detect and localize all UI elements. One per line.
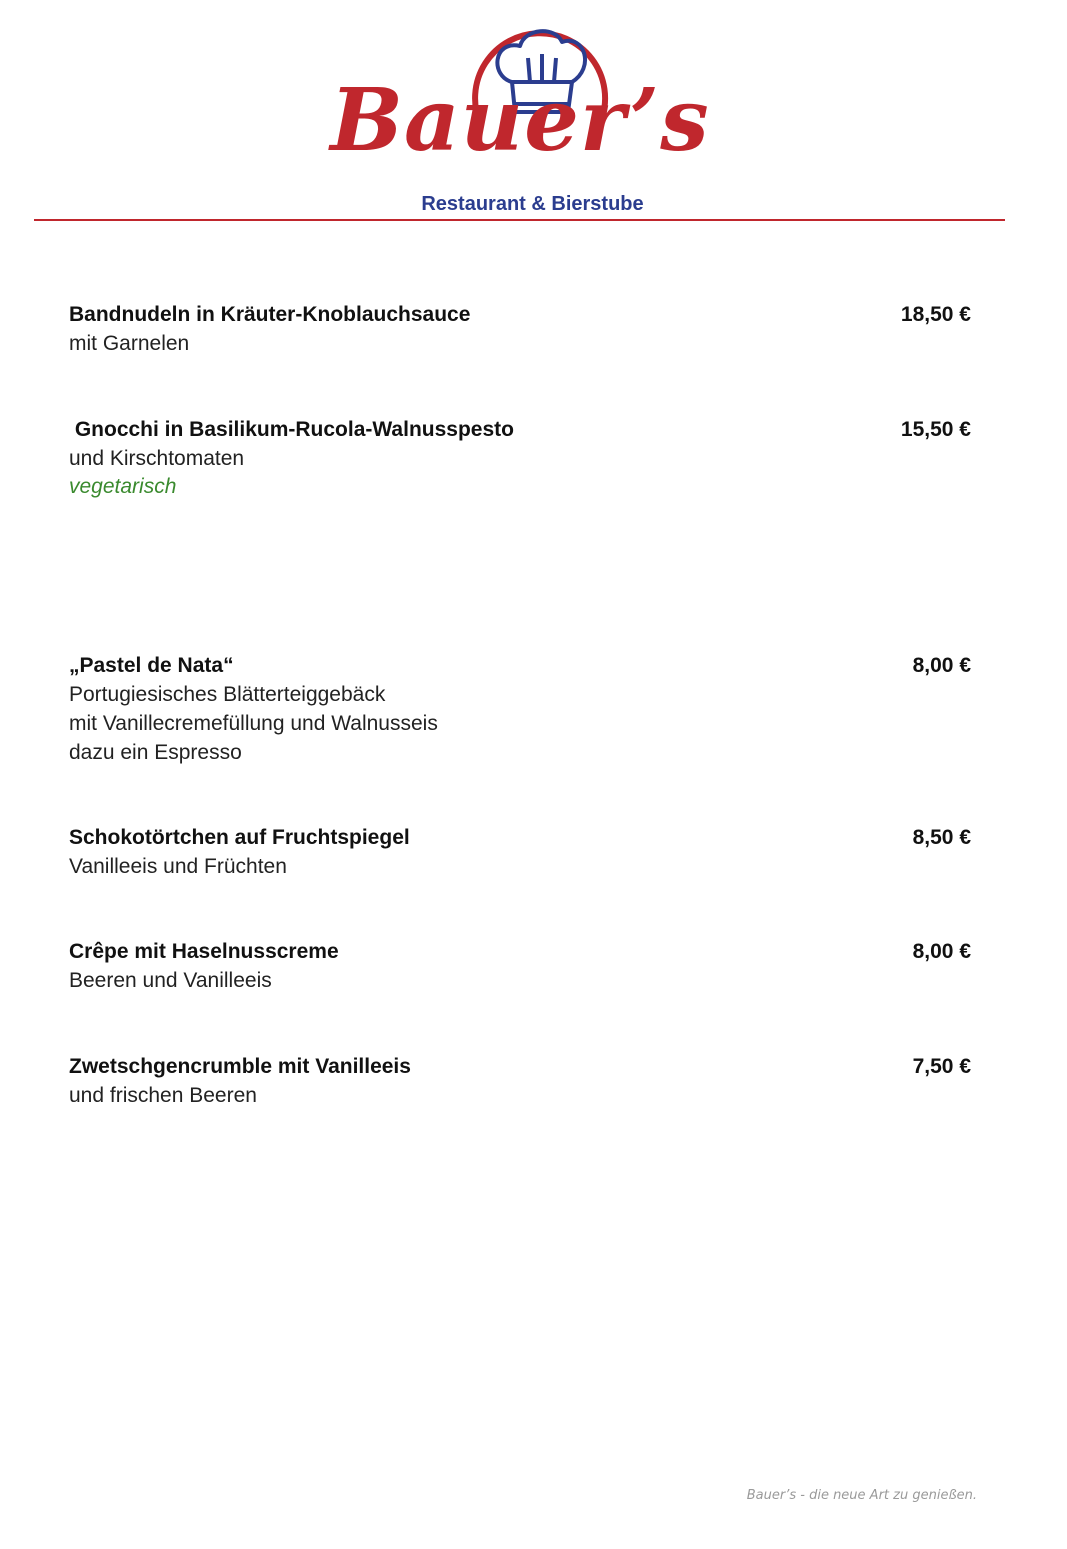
header-divider (34, 219, 1005, 221)
menu-item (69, 301, 971, 358)
menu-item (69, 416, 971, 501)
menu-item-price: 7,50 € (912, 1055, 971, 1078)
menu-item-description: Beeren und Vanilleeis (69, 969, 272, 992)
menu-item-price: 18,50 € (900, 303, 971, 326)
restaurant-logo (330, 8, 710, 213)
menu-item (69, 1053, 971, 1110)
menu-item-description: mit Garnelen (69, 332, 190, 355)
menu-item-name: Gnocchi in Basilikum-Rucola-Walnusspesto (69, 418, 514, 441)
menu-item-description: mit Vanillecremefüllung und Walnusseis (69, 712, 438, 735)
menu-item-description: Portugiesisches Blätterteiggebäck (69, 683, 386, 706)
menu-item-name: Bandnudeln in Kräuter-Knoblauchsauce (69, 303, 471, 326)
menu-item (69, 652, 971, 767)
menu-item-name: Zwetschgencrumble mit Vanilleeis (69, 1055, 411, 1078)
menu-item (69, 824, 971, 881)
menu-item-name: Crêpe mit Haselnusscreme (69, 940, 339, 963)
menu-item-description: dazu ein Espresso (69, 741, 242, 764)
logo-wordmark: Bauer’s (330, 70, 710, 171)
menu-item (69, 938, 971, 995)
menu-item-description: und frischen Beeren (69, 1084, 257, 1107)
logo-subtitle: Restaurant & Bierstube (421, 193, 644, 215)
menu-item-price: 8,00 € (912, 654, 971, 677)
menu-item-name: „Pastel de Nata“ (69, 654, 234, 677)
menu-item-price: 15,50 € (900, 418, 971, 441)
menu-item-description: Vanilleeis und Früchten (69, 855, 287, 878)
menu-item-description: und Kirschtomaten (69, 447, 245, 470)
menu-item-price: 8,50 € (912, 826, 971, 849)
menu-item-name: Schokotörtchen auf Fruchtspiegel (69, 826, 410, 849)
footer-slogan: Bauer’s - die neue Art zu genießen. (746, 1488, 977, 1503)
vegetarian-tag: vegetarisch (69, 475, 177, 498)
menu-item-price: 8,00 € (912, 940, 971, 963)
